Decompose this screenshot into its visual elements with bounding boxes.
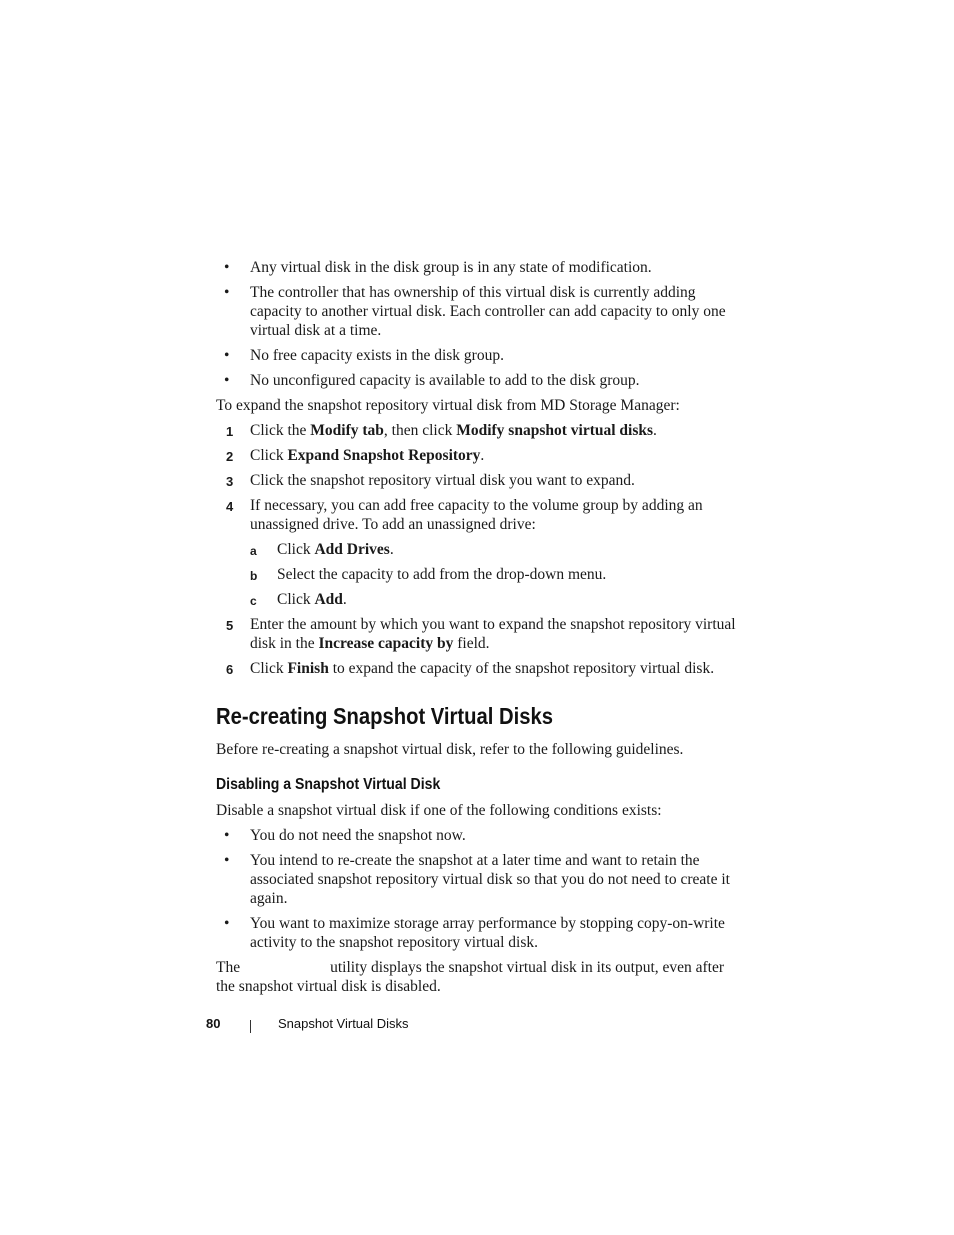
footer-divider [250, 1020, 251, 1033]
step-4a: a Click Add Drives. [250, 541, 394, 558]
list-item: • Any virtual disk in the disk group is in any state of modification. [224, 259, 652, 276]
section-intro: Before re-creating a snapshot virtual disk, refer to the following guidelines. [216, 741, 684, 758]
bullet: • [224, 915, 230, 932]
step-5: 5 Enter the amount by which you want to expand the snapshot repository virtual disk in the Increase capacity by field. [226, 616, 736, 652]
closing-paragraph: The utility displays the snapshot virtual disk in its output, even after the snapshot virtual disk is disabled. [216, 959, 725, 995]
list-item: • You intend to re-create the snapshot at a later time and want to retain the associated snapshot repository virtual disk so that you do not need to create it again. [224, 852, 730, 907]
page-content [216, 258, 736, 1002]
bullet: • [224, 372, 230, 389]
step-4: 4 If necessary, you can add free capacity to the volume group by adding an unassigned drive. To add an unassigned drive: [226, 497, 703, 533]
intro-paragraph: To expand the snapshot repository virtual disk from MD Storage Manager: [216, 397, 680, 414]
list-item: • You do not need the snapshot now. [224, 827, 466, 844]
list-item: • The controller that has ownership of this virtual disk is currently adding capacity to another virtual disk. Each controller can add capacity to only one virtual disk at a time. [224, 284, 726, 339]
footer-title: Snapshot Virtual Disks [278, 1016, 409, 1031]
bullet: • [224, 347, 230, 364]
step-2: 2 Click Expand Snapshot Repository. [226, 447, 485, 464]
bullet: • [224, 259, 230, 276]
step-3: 3 Click the snapshot repository virtual disk you want to expand. [226, 472, 635, 489]
list-item: • You want to maximize storage array performance by stopping copy-on-write activity to the snapshot repository virtual disk. [224, 915, 725, 951]
step-1: 1 Click the Modify tab, then click Modify snapshot virtual disks. [226, 422, 657, 439]
list-item: • No unconfigured capacity is available to add to the disk group. [224, 372, 640, 389]
list-item: • No free capacity exists in the disk group. [224, 347, 504, 364]
bullet: • [224, 827, 230, 844]
bullet: • [224, 852, 230, 869]
bullet: • [224, 284, 230, 301]
step-4c: c Click Add. [250, 591, 347, 608]
step-4b: b Select the capacity to add from the drop-down menu. [250, 566, 607, 583]
step-6: 6 Click Finish to expand the capacity of the snapshot repository virtual disk. [226, 660, 715, 677]
page-number: 80 [206, 1016, 221, 1031]
subsection-intro: Disable a snapshot virtual disk if one of the following conditions exists: [216, 802, 662, 819]
subsection-heading: Disabling a Snapshot Virtual Disk [216, 776, 441, 793]
section-heading: Re-creating Snapshot Virtual Disks [216, 703, 554, 729]
